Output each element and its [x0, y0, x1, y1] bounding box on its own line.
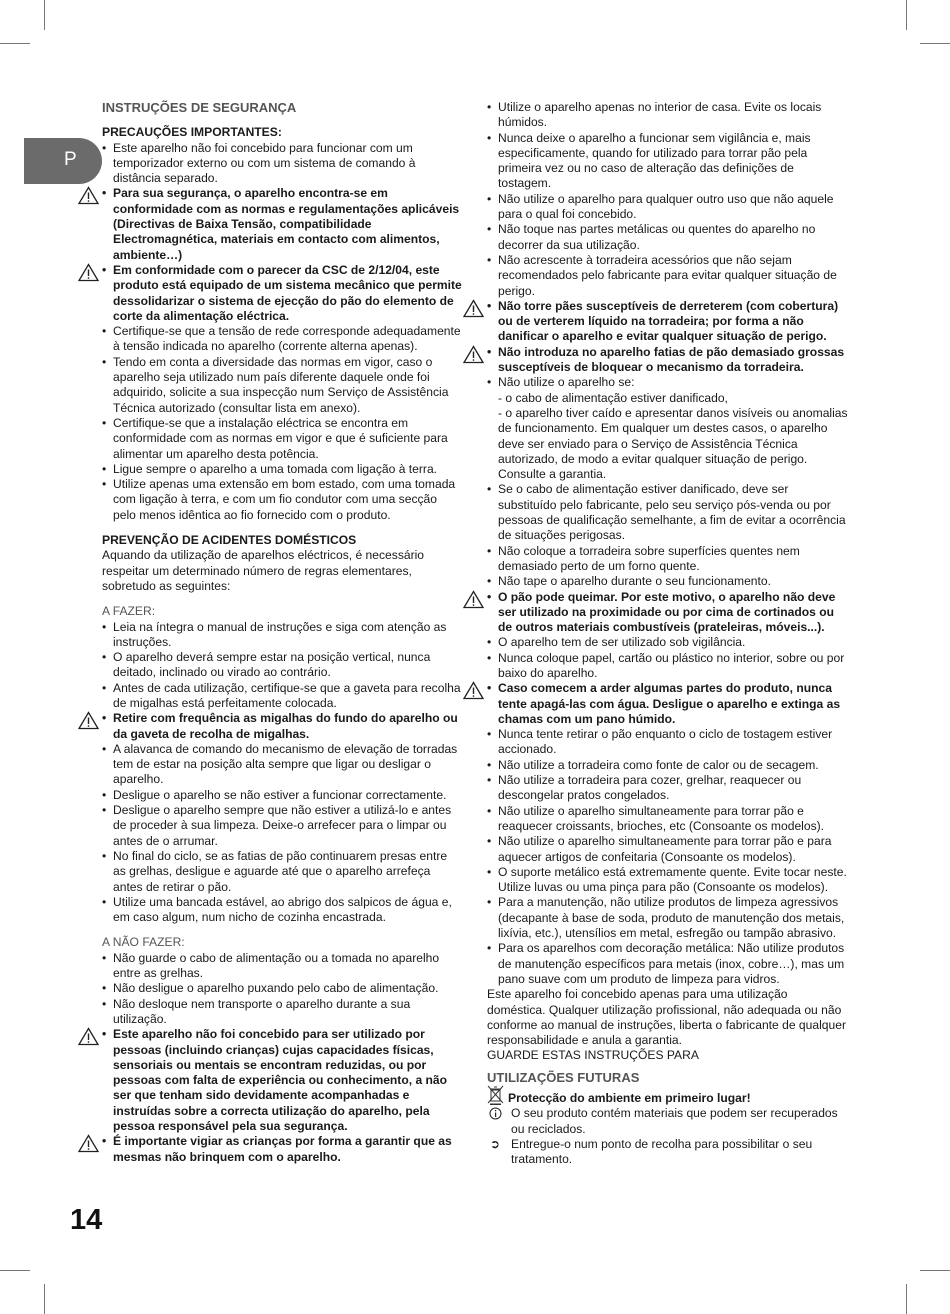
dont-heading: A NÃO FAZER:	[102, 935, 185, 950]
arrow-icon: ➲	[489, 1136, 501, 1151]
crop-mark	[44, 1284, 45, 1314]
list-item: • Nunca deixe o aparelho a funcionar sem vigilância e, mais especificamente, quando for utilizado para torrar pão pela primeira vez ou no caso de alteração das definições de tostagem.	[487, 131, 849, 192]
list-item: • O aparelho deverá sempre estar na posição vertical, nunca deitado, inclinado ou virado ao contrário.	[102, 650, 462, 681]
warning-icon	[78, 1027, 99, 1046]
list-item: • Não torre pães susceptíveis de derreterem (com cobertura) ou de verterem líquido na torradeira; por forma a não danificar o aparelho e evitar qualquer situação de perigo.	[487, 299, 849, 345]
language-tab	[24, 138, 102, 184]
future-heading: UTILIZAÇÕES FUTURAS	[487, 1069, 640, 1085]
closing-paragraph: Este aparelho foi concebido apenas para uma utilização doméstica. Qualquer utilização profissional, não adequada ou não conforme ao manual de instruções, liberta o fabricante de qualquer responsabilidade e anula a garantia.	[487, 987, 846, 1048]
damage-line: - o cabo de alimentação estiver danificado,	[498, 390, 728, 405]
env-row	[487, 1106, 849, 1137]
damage-line: - o aparelho tiver caído e apresentar danos visíveis ou anomalias de funcionamento. Em qualquer um destes casos, o aparelho deve ser enviado para o Serviço de Assistência Técnica autorizado, de modo a evitar qualquer situação de perigo. Consulte a garantia.	[498, 405, 848, 482]
list-item: • A alavanca de comando do mecanismo de elevação de torradas tem de estar na posição alta sempre que ligar ou desligar o aparelho.	[102, 742, 462, 788]
crop-mark	[906, 1284, 907, 1314]
list-item: • Desligue o aparelho sempre que não estiver a utilizá-lo e antes de proceder à sua limpeza. Deixe-o arrefecer para o limpar ou antes de o arrumar.	[102, 803, 462, 849]
list-item: • Leia na íntegra o manual de instruções e siga com atenção as instruções.	[102, 620, 462, 651]
prevention-intro: Aquando da utilização de aparelhos eléctricos, é necessário respeitar um determinado número de regras elementares, sobretudo as seguintes:	[102, 548, 425, 593]
list-item: • O pão pode queimar. Por este motivo, o aparelho não deve ser utilizado na proximidade ou por cima de cortinados ou de outros materiais combustíveis (prateleiras, móveis...).	[487, 590, 849, 636]
list-item: • Não desligue o aparelho puxando pelo cabo de alimentação.	[102, 981, 462, 996]
list-item: • Não acrescente à torradeira acessórios que não sejam recomendados pelo fabricante para evitar qualquer situação de perigo.	[487, 253, 849, 299]
do-list	[102, 620, 462, 926]
env-heading: Protecção do ambiente em primeiro lugar!	[508, 1091, 751, 1105]
list-item: • Nunca tente retirar o pão enquanto o ciclo de tostagem estiver accionado.	[487, 727, 849, 758]
precautions-list	[102, 141, 462, 523]
crop-mark	[44, 0, 45, 30]
list-item: • Este aparelho não foi concebido para ser utilizado por pessoas (incluindo crianças) cujas capacidades físicas, sensoriais ou mentais se encontram reduzidas, ou por pessoas com falta de experiência ou conhecimento, a não ser que tenham sido devidamente acompanhadas e instruídas sobre a correcta utilização do aparelho, pela pessoa responsável pela sua segurança.	[102, 1027, 462, 1134]
crop-mark	[906, 0, 907, 30]
crop-mark	[920, 1270, 950, 1271]
list-item: • Tendo em conta a diversidade das normas em vigor, caso o aparelho seja utilizado num país diferente daquele onde foi adquirido, solicite a sua inspecção num Serviço de Assistência Técnica autorizado (consultar lista em anexo).	[102, 355, 462, 416]
crop-mark	[920, 43, 950, 44]
list-item: • Para a manutenção, não utilize produtos de limpeza agressivos (decapante à base de soda, produto de manutenção dos metais, lixívia, etc.), utensílios em metal, esfregão ou tampão abrasivo.	[487, 895, 849, 941]
list-item: • Certifique-se que a tensão de rede corresponde adequadamente à tensão indicada no aparelho (corrente alterna apenas).	[102, 324, 462, 355]
warning-icon	[78, 1134, 99, 1153]
warning-icon	[463, 681, 484, 700]
list-item: • Nunca coloque papel, cartão ou plástico no interior, sobre ou por baixo do aparelho.	[487, 651, 849, 682]
env-text-2: Entregue-o num ponto de recolha para possibilitar o seu tratamento.	[511, 1136, 813, 1167]
list-item: • Para sua segurança, o aparelho encontra-se em conformidade com as normas e regulamentações aplicáveis (Directivas de Baixa Tensão, compatibilidade Electromagnética, materiais em contacto com alimentos, ambiente…)	[102, 186, 462, 262]
page-number: 14	[70, 1204, 103, 1236]
list-item: • Para os aparelhos com decoração metálica: Não utilize produtos de manutenção específicos para metais (inox, cobre…), mas um pano suave com um produto de limpeza para vidros.	[487, 941, 849, 987]
section-title: INSTRUÇÕES DE SEGURANÇA	[102, 100, 297, 115]
list-item: • Não coloque a torradeira sobre superfícies quentes nem demasiado perto de um forno quente.	[487, 544, 849, 575]
list-item: • Não toque nas partes metálicas ou quentes do aparelho no decorrer da sua utilização.	[487, 222, 849, 253]
precautions-heading: PRECAUÇÕES IMPORTANTES:	[102, 125, 282, 140]
list-item: • Certifique-se que a instalação eléctrica se encontra em conformidade com as normas em vigor e que é suficiente para alimentar um aparelho desta potência.	[102, 416, 462, 462]
list-item: • Não utilize o aparelho para qualquer outro uso que não aquele para o qual foi concebido.	[487, 192, 849, 223]
language-tab-label: P	[64, 149, 77, 170]
list-item: • Não desloque nem transporte o aparelho durante a sua utilização.	[102, 997, 462, 1028]
keep-instructions: GUARDE ESTAS INSTRUÇÕES PARA	[487, 1048, 699, 1063]
list-item: • Não introduza no aparelho fatias de pão demasiado grossas susceptíveis de bloquear o mecanismo da torradeira.	[487, 345, 849, 376]
prevention-heading: PREVENÇÃO DE ACIDENTES DOMÉSTICOS	[102, 533, 357, 548]
list-item: • Este aparelho não foi concebido para funcionar com um temporizador externo ou com um sistema de comando à distância separado.	[102, 141, 462, 187]
list-item: • O suporte metálico está extremamente quente. Evite tocar neste. Utilize luvas ou uma pinça para pão (Consoante os modelos).	[487, 865, 849, 896]
list-item: • Caso comecem a arder algumas partes do produto, nunca tente apagá-las com água. Desligue o aparelho e extinga as chamas com um pano húmido.	[487, 681, 849, 727]
list-item: • No final do ciclo, se as fatias de pão continuarem presas entre as grelhas, desligue e aguarde até que o aparelho arrefeça antes de retirar o pão.	[102, 849, 462, 895]
list-item: • Retire com frequência as migalhas do fundo do aparelho ou da gaveta de recolha de migalhas.	[102, 711, 462, 742]
warning-icon	[463, 345, 484, 364]
warning-icon	[463, 590, 484, 609]
list-item: • Antes de cada utilização, certifique-se que a gaveta para recolha de migalhas está perfeitamente colocada.	[102, 681, 462, 712]
warning-icon	[463, 299, 484, 318]
warning-icon	[78, 263, 99, 282]
right-column	[487, 100, 849, 1167]
list-item: • Não utilize a torradeira como fonte de calor ou de secagem.	[487, 758, 849, 773]
list-item: • Se o cabo de alimentação estiver danificado, deve ser substituído pelo fabricante, pelo seu serviço pós-venda ou por pessoas de qualificação semelhante, a fim de evitar a ocorrência de situações perigosas.	[487, 482, 849, 543]
list-item: • Utilize o aparelho apenas no interior de casa. Evite os locais húmidos.	[487, 100, 849, 131]
env-heading-row	[487, 1091, 849, 1106]
list-item: • Não utilize o aparelho simultaneamente para torrar pão e reaquecer croissants, brioches, etc (Consoante os modelos).	[487, 804, 849, 835]
list-item: • Utilize apenas uma extensão em bom estado, com uma tomada com ligação à terra, e com um fio condutor com uma secção pelo menos idêntica ao fio fornecido com o produto.	[102, 477, 462, 523]
warning-icon	[78, 711, 99, 730]
do-heading: A FAZER:	[102, 604, 156, 619]
left-column	[102, 100, 462, 1165]
list-item: • É importante vigiar as crianças por forma a garantir que as mesmas não brinquem com o aparelho.	[102, 1134, 462, 1165]
list-item: • Não utilize o aparelho se: - o cabo de alimentação estiver danificado, - o aparelho tiver caído e apresentar danos visíveis ou anomalias de funcionamento. Em qualquer um destes casos, o aparelho deve ser enviado para o Serviço de Assistência Técnica autorizado, de modo a evitar qualquer situação de perigo. Consulte a garantia.	[487, 375, 849, 482]
list-item: • O aparelho tem de ser utilizado sob vigilância.	[487, 635, 849, 650]
list-item: • Desligue o aparelho se não estiver a funcionar correctamente.	[102, 788, 462, 803]
env-row	[487, 1137, 849, 1168]
info-icon	[487, 1106, 503, 1124]
crop-mark	[0, 43, 30, 44]
dont-list	[102, 951, 462, 1165]
list-item: • Não utilize a torradeira para cozer, grelhar, reaquecer ou descongelar pratos congelados.	[487, 773, 849, 804]
env-text-1: O seu produto contém materiais que podem ser recuperados ou reciclados.	[511, 1106, 838, 1136]
list-item: • Utilize uma bancada estável, ao abrigo dos salpicos de água e, em caso algum, num nicho de cozinha encastrada.	[102, 895, 462, 926]
list-item: • Não guarde o cabo de alimentação ou a tomada no aparelho entre as grelhas.	[102, 951, 462, 982]
list-item: • Não tape o aparelho durante o seu funcionamento.	[487, 574, 849, 589]
list-item: • Não utilize o aparelho simultaneamente para torrar pão e para aquecer artigos de confeitaria (Consoante os modelos).	[487, 834, 849, 865]
warning-icon	[78, 186, 99, 205]
crop-mark	[0, 1270, 30, 1271]
list-item: • Em conformidade com o parecer da CSC de 2/12/04, este produto está equipado de um sistema mecânico que permite dessolidarizar o sistema de ejecção do pão do elemento de corte da alimentação eléctrica.	[102, 263, 462, 324]
usage-list	[487, 100, 849, 987]
list-item: • Ligue sempre o aparelho a uma tomada com ligação à terra.	[102, 462, 462, 477]
